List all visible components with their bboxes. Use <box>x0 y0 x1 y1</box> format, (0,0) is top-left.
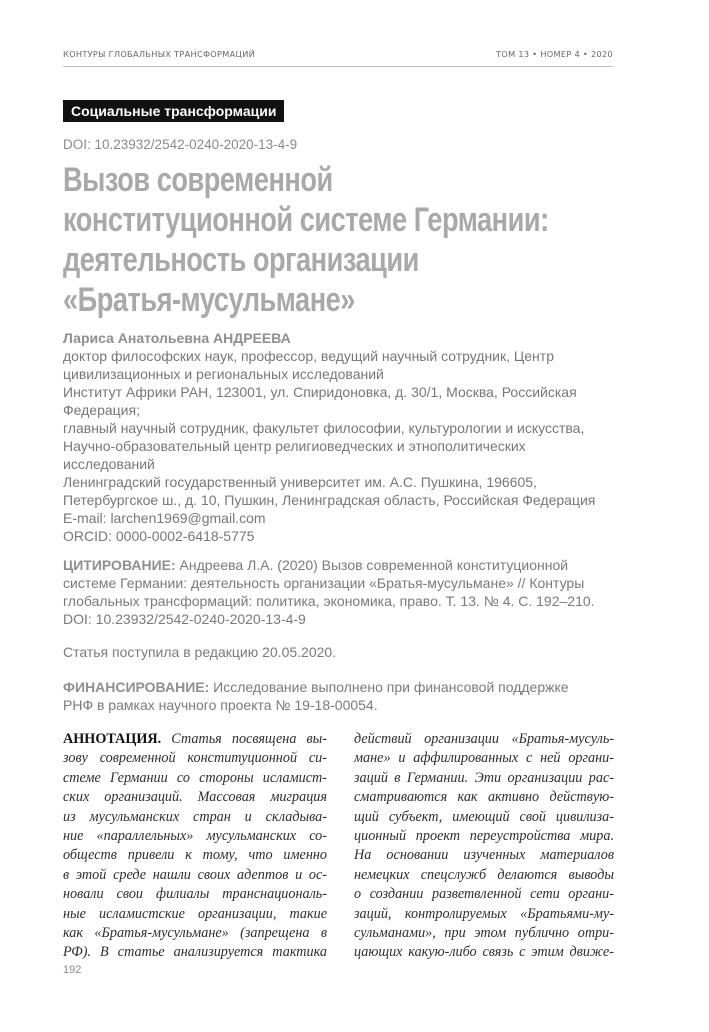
abstract-line: ционный проект переустройства мира. <box>354 828 614 845</box>
affiliation-line: Федерация; <box>63 402 140 418</box>
funding-text: Исследование выполнено при финансовой поддержке <box>209 679 569 695</box>
abstract-line: как «Братья-мусульмане» (запрещена в <box>63 925 327 942</box>
article-title <box>63 160 615 320</box>
abstract-left-column <box>63 730 327 963</box>
abstract-line: стеме Германии со стороны исламист- <box>63 769 327 786</box>
abstract-line: сульманами», при этом публично отри- <box>354 925 614 942</box>
affiliation-line: Петербургское ш., д. 10, Пушкин, Ленинградская область, Российская Федерация <box>63 492 596 508</box>
affiliation-line: доктор философских наук, профессор, ведущий научный сотрудник, Центр <box>63 348 554 364</box>
abstract-line: РФ). В статье анализируется тактика <box>63 944 327 961</box>
affiliation-line: Научно-образовательный центр религиоведческих и этнополитических <box>63 438 526 454</box>
abstract-line: щий субъект, имеющий свой цивилиза- <box>354 808 614 825</box>
abstract-line: мане» и аффилированных с ней органи- <box>354 750 614 767</box>
citation-line: системе Германии: деятельность организации «Братья-мусульмане» // Контуры <box>63 575 585 591</box>
section-tag: Социальные трансформации <box>63 100 284 122</box>
abstract-line: ние «параллельных» мусульманских со- <box>63 828 327 845</box>
abstract-line: о создании разветвленной сети органи- <box>354 886 614 903</box>
affiliation-line: Институт Африки РАН, 123001, ул. Спиридоновка, д. 30/1, Москва, Российская <box>63 384 577 400</box>
citation-block <box>63 556 623 628</box>
author-orcid: ORCID: 0000-0002-6418-5775 <box>63 528 255 544</box>
funding-first-line <box>63 678 623 696</box>
abstract-line: ные исламистские организации, такие <box>63 905 327 922</box>
abstract-line: новали свои филиалы транснациональ- <box>63 886 327 903</box>
funding-block <box>63 678 623 714</box>
abstract-line: в этой среде нашли своих адептов и ос- <box>63 866 327 883</box>
affiliation-line: исследований <box>63 456 155 472</box>
issue-info: ТОМ 13 • НОМЕР 4 • 2020 <box>496 49 613 59</box>
abstract-line: цающих какую-либо связь с этим движе- <box>354 944 614 961</box>
citation-text: Андреева Л.А. (2020) Вызов современной конституционной <box>175 557 569 573</box>
abstract-line: зову современной конституционной си- <box>63 750 327 767</box>
citation-line: глобальных трансформаций: политика, экономика, право. Т. 13. № 4. С. 192–210. <box>63 593 595 609</box>
abstract-line: обществ привели к тому, что именно <box>63 847 327 864</box>
abstract-line: заций, контролируемых «Братьями-му- <box>354 905 614 922</box>
citation-doi: DOI: 10.23932/2542-0240-2020-13-4-9 <box>63 611 306 627</box>
abstract-line: заций в Германии. Эти организации рас- <box>354 769 614 786</box>
author-name: Лариса Анатольевна АНДРЕЕВА <box>63 330 291 346</box>
abstract-label: АННОТАЦИЯ. <box>63 731 162 747</box>
abstract-line: из мусульманских стран и складыва- <box>63 808 327 825</box>
citation-first-line <box>63 556 623 574</box>
affiliation-line: Ленинградский государственный университет им. А.С. Пушкина, 196605, <box>63 474 537 490</box>
affiliation-line: цивилизационных и региональных исследований <box>63 366 384 382</box>
abstract-line: ских организаций. Массовая миграция <box>63 789 327 806</box>
journal-title: КОНТУРЫ ГЛОБАЛЬНЫХ ТРАНСФОРМАЦИЙ <box>63 49 256 59</box>
doi-top: DOI: 10.23932/2542-0240-2020-13-4-9 <box>63 137 298 152</box>
header-rule <box>63 66 613 67</box>
running-header <box>63 49 613 63</box>
abstract-line: На основании изученных материалов <box>354 847 614 864</box>
abstract-line: действий организации «Братья-мусуль- <box>354 731 614 747</box>
title-line: деятельность организации <box>63 241 419 279</box>
title-line: «Братья-мусульмане» <box>63 281 355 319</box>
abstract-line: немецких спецслужб делаются выводы <box>354 866 614 883</box>
affiliation-line: главный научный сотрудник, факультет философии, культурологии и искусства, <box>63 420 585 436</box>
citation-label: ЦИТИРОВАНИЕ: <box>63 557 176 573</box>
received-date: Статья поступила в редакцию 20.05.2020. <box>63 644 337 660</box>
author-email: E-mail: larchen1969@gmail.com <box>63 510 266 526</box>
abstract-first-line <box>63 730 327 749</box>
funding-label: ФИНАНСИРОВАНИЕ: <box>63 679 210 695</box>
abstract-text: Статья посвящена вы- <box>161 731 327 747</box>
title-line: конституционной системе Германии: <box>63 201 549 239</box>
abstract-line: сматриваются как активно действую- <box>354 789 614 806</box>
abstract-right-column <box>354 730 614 963</box>
title-line: Вызов современной <box>63 161 333 199</box>
funding-line: РНФ в рамках научного проекта № 19-18-00054. <box>63 697 378 713</box>
page-number: 192 <box>63 964 82 976</box>
author-block <box>63 329 623 545</box>
